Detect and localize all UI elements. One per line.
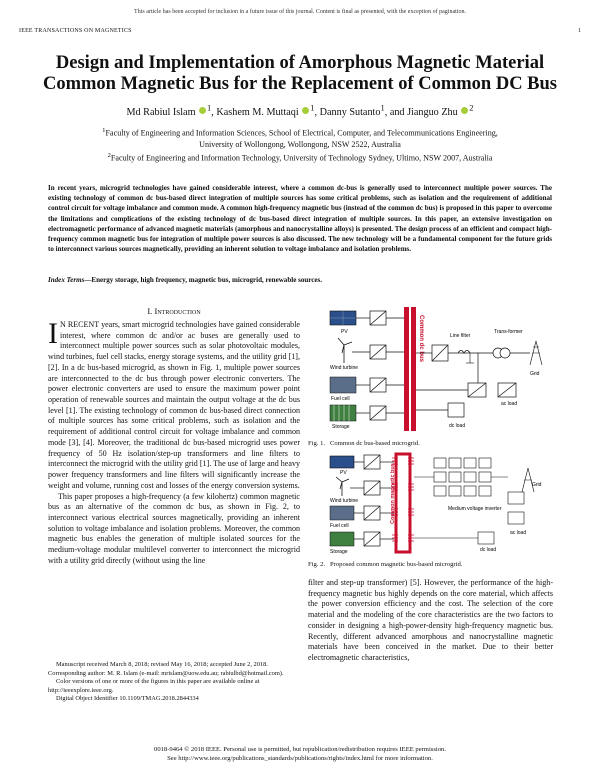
fig2-label-bus: Common magnetic bus [390, 463, 396, 524]
line-filter-icon [458, 351, 470, 354]
acceptance-notice: This article has been accepted for inclusion in a future issue of this journal. Content is final as presented, with the exception of pagination. [134, 9, 466, 15]
pv-panel-icon [330, 456, 354, 468]
fuel-cell-icon [330, 506, 354, 520]
fuel-cell-icon [330, 377, 356, 393]
running-head: IEEE TRANSACTIONS ON MAGNETICS [19, 28, 132, 34]
author: Danny Sutanto$^1$, and [319, 103, 408, 119]
orcid-icon[interactable] [199, 107, 206, 114]
fig1-label-ac-load: ac load [501, 401, 518, 407]
intro-paragraph-2: This paper proposes a high-frequency (a few kilohertz) common magnetic bus as an alternative of the common dc bus, as shown in Fig. 2, to interconnect various electrical sources magnetically, providing an inherent solution to voltage imbalance and isolation problems. Moreover, the common magnetic bus enables the generation of multiple isolated sources for the medium-voltage modular multilevel converter to interconnect the microgrid with a utility grid directly (without using the line [48, 491, 300, 565]
fig1-label-storage: Storage [332, 424, 350, 430]
fig2-label-ac-load: ac load [510, 530, 527, 536]
author: Jianguo Zhu $^2$ [407, 103, 474, 119]
wind-turbine-icon [338, 338, 352, 363]
affiliation-1: $^1$Faculty of Engineering and Information Sciences, School of Electrical, Computer, and Telecommunications Engineering, University of Wollongong, Wollongong, NSW 2522, Australia [102, 127, 498, 149]
title-line-1: Design and Implementation of Amorphous Magnetic Material [55, 53, 545, 73]
author: Md Rabiul Islam $^1$, [126, 103, 217, 119]
common-dc-bus [404, 307, 409, 431]
abstract: In recent years, microgrid technologies have gained considerable interest, where a common dc-bus is generally used to interconnect multiple power sources. The existing technology of common dc bus-based direct integration of multiple sources has some critical problems, such as isolation and the requirement of additional control circuit for voltage imbalance and common mode. A common high-frequency magnetic bus (instead of the common dc bus) is proposed in this paper to overcome the limitations and complications of the existing technology of dc bus-based direct integration of multiple sources. In this paper, an extensive investigation on electromagnetic performance of advanced magnetic materials (amorphous and nanocrystalline alloys) is presented. The design process of an efficient and compact high-frequency common magnetic bus for integration of multiple power sources is also discussed. The new technology will be a fundamental component for the future grids to interconnect various sources magnetically, providing an inherent solution to voltage imbalance and isolation problems. [48, 184, 552, 254]
affiliation-2: $^2$Faculty of Engineering and Information Technology, University of Technology Sydney, Ultimo, NSW 2007, Australia [107, 152, 493, 163]
fig2-label-fuel: Fuel cell [330, 523, 349, 529]
fig1-label-grid: Grid [530, 371, 540, 377]
fig1-label-fuel: Fuel cell [331, 396, 350, 402]
footnotes: Manuscript received March 8, 2018; revised May 16, 2018; accepted June 2, 2018. Corresponding author: M. R. Islam (e-mail: mrislam@uow.edu.au; rabiulbd@hotmail.com). Color versions of one or more of the figures in this paper are available online at http://ieeexplore.ieee.org. Digital Object Identifier 10.1109/TMAG.2018.2844334 [48, 661, 284, 703]
drop-cap: I [48, 317, 58, 350]
common-magnetic-bus [396, 454, 410, 552]
fig1-label-filter: Line filter [450, 333, 471, 339]
fig1-label-wind: Wind turbine [330, 365, 359, 371]
intro-text [48, 317, 300, 567]
author: Kashem M. Muttaqi $^1$, [216, 103, 320, 119]
transformer-icon [500, 348, 510, 358]
pv-panel-icon [330, 311, 356, 325]
fig2-label-wind: Wind turbine [330, 498, 359, 504]
section-heading: I. Introduction [147, 306, 201, 316]
orcid-icon[interactable] [461, 107, 468, 114]
fig2-label-pv: PV [340, 470, 347, 476]
paper-title [20, 53, 580, 95]
fig1-label-bus: Common dc bus [418, 315, 424, 363]
fig1-label-transformer: Trans-former [494, 329, 523, 335]
grid-tower-icon [530, 341, 542, 365]
index-terms: Index Terms—Energy storage, high frequency, magnetic bus, microgrid, renewable sources. [48, 276, 323, 284]
page-number: 1 [578, 28, 581, 34]
battery-storage-icon [330, 405, 356, 421]
dc-load-box [478, 532, 494, 544]
figure-2-caption: Fig. 2. Proposed common magnetic bus-based microgrid. [308, 561, 463, 568]
fig2-label-storage: Storage [330, 549, 348, 554]
fig2-label-inverter: Medium voltage inverter [448, 506, 502, 512]
figure-1-caption: Fig. 1. Common dc bus-based microgrid. [308, 440, 420, 447]
orcid-icon[interactable] [302, 107, 309, 114]
fig1-label-dc-load: dc load [449, 423, 466, 429]
author-list [20, 103, 580, 118]
fig2-label-dc-load: dc load [480, 547, 497, 553]
figure-1 [308, 305, 556, 435]
right-paragraph: filter and step-up transformer) [5]. However, the performance of the high-frequency magnetic bus highly depends on the core material, which affects the power conversion efficiency and the cost. The selection of the core material and the modeling of the core characteristics are the two factors to consider in designing a high-power-density high-frequency magnetic bus. Recently, different advanced amorphous and nanocrystalline magnetic materials have been conceived in the market. Due to their better electromagnetic characteristics, [308, 578, 553, 663]
intro-paragraph-1: I N RECENT years, smart microgrid technologies have gained considerable interest, where common dc and/or ac buses are generally used to interconnect multiple power sources such as solar photovoltaic modules, wind turbines, fuel cell stacks, energy storage systems, and the utility grid [1], [2]. In a dc bus-based microgrid, as shown in Fig. 1, multiple power sources are interconnected to the dc bus through power electronic converters. The power electronic converters are used to ensure the maximum power point operation of renewable sources and maintain the output voltage at the dc bus level [1]. The existing technology of common dc bus-based direct connection of multiple sources has some critical problems, such as isolation and the requirement of additional control circuit for voltage imbalance and common mode [3], [4]. Moreover, the traditional dc bus-based microgrid uses power frequency of 50 Hz isolation/step-up transformers and line filters to interconnect the microgrid with the utility grid [1]. The use of large and heavy power frequency transformers and line filters will significantly increase the weight and volume, running cost and losses of the energy conversion systems. [48, 317, 300, 490]
fig1-label-pv: PV [341, 329, 348, 335]
right-column-text [308, 578, 553, 664]
wind-turbine-icon [336, 477, 349, 496]
figure-2 [308, 452, 556, 554]
fig2-label-grid: Grid [532, 482, 542, 488]
title-line-2: Common Magnetic Bus for the Replacement of Common DC Bus [42, 74, 558, 94]
dc-load-box [448, 403, 464, 417]
battery-storage-icon [330, 532, 354, 546]
grid-tower-icon [522, 468, 534, 492]
copyright-footer: 0018-9464 © 2018 IEEE. Personal use is permitted, but republication/redistribution requires IEEE permission. See http://www.ieee.org/publications_standards/publications/rights/index.html for more information. [154, 746, 446, 762]
